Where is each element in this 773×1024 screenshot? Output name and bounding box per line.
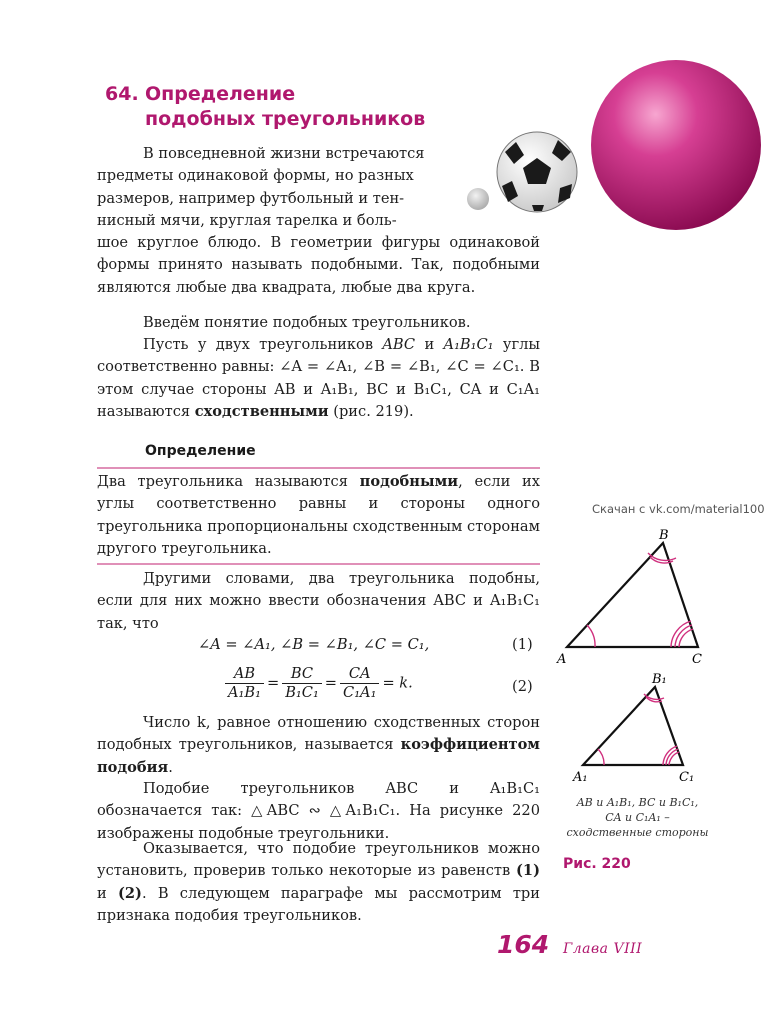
equation-1: ∠A = ∠A₁, ∠B = ∠B₁, ∠C = C₁, bbox=[198, 636, 430, 653]
equation-2-number: (2) bbox=[512, 678, 533, 695]
vertex-c: C bbox=[692, 652, 702, 667]
intro-paragraph-1-rest: шое круглое блюдо. В геометрии фигуры одинаковой формы принято называть подобными. Так, подобными являются любые два квадрата, любые два круга. bbox=[97, 234, 540, 296]
body-paragraph-5: Число k, равное отношению сходственных сторон подобных треугольников, называется коэффициентом подобия. bbox=[97, 714, 540, 776]
figure-caption: AB и A₁B₁, BC и B₁C₁, CA и C₁A₁ – сходственные стороны bbox=[566, 796, 709, 839]
balls-illustration bbox=[440, 60, 773, 230]
soccer-ball-icon bbox=[497, 132, 577, 212]
vertex-b1: B₁ bbox=[652, 672, 667, 687]
body-paragraph-6: Подобие треугольников ABC и A₁B₁C₁ обозначается так: △ABC ∾ △A₁B₁C₁. На рисунке 220 изображены подобные треугольники. bbox=[97, 780, 540, 842]
intro-paragraph-2: Введём понятие подобных треугольников. bbox=[143, 314, 471, 331]
tennis-ball-icon bbox=[467, 188, 489, 210]
vertex-c1: C₁ bbox=[679, 770, 695, 785]
vertex-a: A bbox=[557, 652, 567, 667]
definition-box: Два треугольника называются подобными, если их углы соответственно равны и стороны одного треугольника пропорциональны сходственным сторонам другого треугольника. bbox=[97, 467, 540, 565]
intro-paragraph-3: Пусть у двух треугольников ABC и A₁B₁C₁ углы соответственно равны: ∠A = ∠A₁, ∠B = ∠B₁, ∠C = ∠C₁. В этом случае стороны AB и A₁B₁, BC и B₁C₁, CA и C₁A₁ называются сходственными (рис. 219). bbox=[97, 336, 540, 420]
body-paragraph-4: Другими словами, два треугольника подобны, если для них можно ввести обозначения ABC и A₁B₁C₁ так, что bbox=[97, 570, 540, 632]
section-title bbox=[105, 82, 425, 132]
chapter-label: Глава VIII bbox=[563, 941, 643, 957]
page-number: 164 bbox=[497, 930, 550, 959]
triangle-abc bbox=[567, 543, 698, 647]
figure-triangles bbox=[555, 525, 725, 795]
section-title-line2: подобных треугольников bbox=[145, 108, 426, 130]
equation-1-number: (1) bbox=[512, 636, 533, 653]
equation-2: $\frac{AB}{\text{A₁B₁}}$ = $\frac{BC}{\text{B₁C₁}}$ = $\frac{CA}{\text{C₁A₁}}$ = k. bbox=[222, 665, 413, 702]
intro-paragraph-1: В повседневной жизни встречаются предметы одинаковой формы, но разных размеров, например футбольный и тен- нисный мячи, круглая тарелка и боль- bbox=[97, 145, 425, 229]
pink-ball-icon bbox=[591, 60, 761, 230]
figure-label: Рис. 220 bbox=[563, 856, 631, 872]
vertex-b: B bbox=[659, 528, 669, 543]
watermark: Скачан с vk.com/material100 bbox=[592, 502, 765, 516]
triangle-a1b1c1 bbox=[583, 687, 683, 765]
definition-header: Определение bbox=[145, 443, 256, 459]
vertex-a1: A₁ bbox=[573, 770, 588, 785]
body-paragraph-7: Оказывается, что подобие треугольников можно установить, проверив только некоторые из равенств (1) и (2). В следующем параграфе мы рассмотрим три признака подобия треугольников. bbox=[97, 840, 540, 924]
section-number: 64. bbox=[105, 83, 139, 105]
section-title-line1: Определение bbox=[145, 83, 296, 105]
